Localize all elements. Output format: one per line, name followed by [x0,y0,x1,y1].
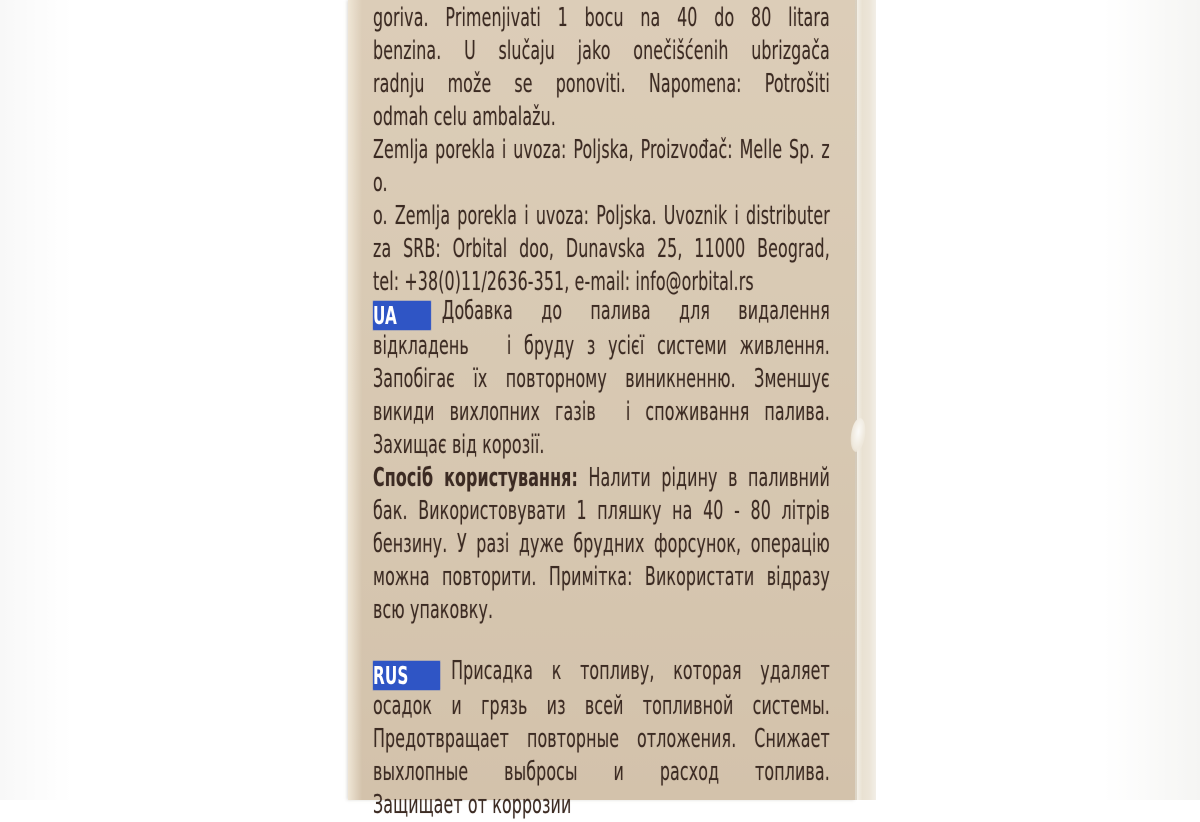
box-fold-line [855,0,857,800]
label-line contact-line: tel: +38(0)11/2636-351, e-mail: info@orbital.rs [373,267,754,297]
usage-heading: Спосіб користування: [373,463,578,493]
label-line: Захищає від корозії. [373,430,545,460]
label-line: Предотвращает повторные отложения. Снижает [373,724,830,754]
label-line-text: Добавка до палива для видалення [441,296,830,326]
label-line-text: Присадка к топливу, которая удаляет [451,656,830,686]
label-line: викиди вихлопних газів і споживання палива. [373,397,830,427]
box-front-panel [348,0,855,820]
label-line: осадок и грязь из всей топливной системы. [373,691,830,721]
box-left-edge-highlight [348,0,362,800]
lang-badge-rus: RUS [373,661,440,690]
label-line: Запобігає їх повторному виникненню. Зменшує [373,364,830,394]
lang-badge-ua: UA [373,301,431,330]
label-line-text: Налити рідину в паливний [588,463,830,493]
label-line: odmah celu ambalažu. [373,102,556,132]
label-line: відкладень і бруду з усієї системи живлення. [373,331,830,361]
label-line: бак. Використовувати 1 пляшку на 40 - 80 літрів [373,496,830,526]
label-line: можна повторити. Примітка: Використати відразу [373,562,830,592]
serbian-text-block [373,2,830,299]
label-line: radnju može se ponoviti. Napomena: Potrošiti [373,69,830,99]
box-side-panel [855,0,876,800]
label-line: Zemlja porekla i uvoza: Poljska, Proizvođač: Melle Sp. z o. [373,135,830,198]
label-line: выхлопные выбросы и расход топлива. [373,757,830,787]
label-line [373,295,830,330]
russian-text-block [373,655,830,822]
label-line: o. Zemlja porekla i uvoza: Poljska. Uvoznik i distributer [373,201,830,231]
label-line: всю упаковку. [373,595,494,625]
label-line: бензину. У разі дуже брудних форсунок, операцію [373,529,830,559]
ukrainian-text-block [373,295,830,627]
label-line: Защищает от коррозии [373,790,572,820]
label-line: goriva. Primenjivati 1 bocu na 40 do 80 litara [373,3,830,33]
label-line: benzina. U slučaju jako onečišćenih ubrizgača [373,36,830,66]
label-line: za SRB: Orbital doo, Dunavska 25, 11000 Beograd, [373,234,830,264]
label-line [373,462,830,495]
label-line [373,655,830,690]
product-box [348,0,876,820]
